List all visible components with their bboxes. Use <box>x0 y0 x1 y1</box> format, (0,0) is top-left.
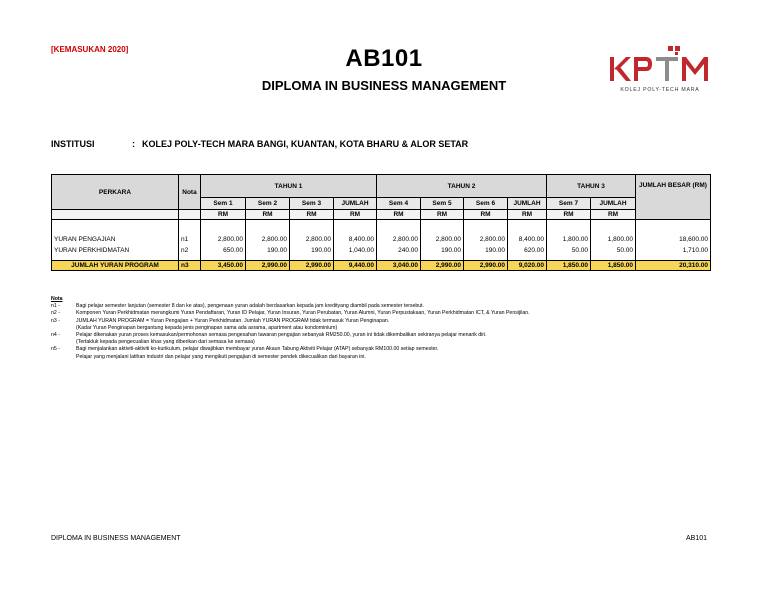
cell-value: 190.00 <box>246 245 290 256</box>
note-text: Bagi menjalankan aktiviti-aktiviti ko-kurikulum, pelajar diwajibkan membayar yuran Akaun Tabung Aktiviti Pelajar (ATAP) sebanyak RM100.00 setiap semester. <box>76 346 439 353</box>
total-value: 9,020.00 <box>508 261 547 271</box>
unit-cell: RM <box>591 210 636 220</box>
total-value: 9,440.00 <box>334 261 377 271</box>
cell-value: 620.00 <box>508 245 547 256</box>
fee-table <box>51 174 711 271</box>
year-1-header: TAHUN 1 <box>201 175 377 198</box>
unit-cell: RM <box>464 210 508 220</box>
cell-value: 650.00 <box>201 245 246 256</box>
note-text: (Kadar Yuran Penginapan bergantung kepada jenis penginapan sama ada asrama, apartment atau kondominium) <box>76 324 338 331</box>
institusi-colon: : <box>132 139 135 149</box>
cell-value: 2,800.00 <box>246 234 290 245</box>
cell-value: 8,400.00 <box>334 234 377 245</box>
total-value: 20,310.00 <box>636 261 711 271</box>
cell-value: 190.00 <box>421 245 464 256</box>
note-key: n5 - <box>51 346 60 353</box>
table-row <box>52 245 711 256</box>
col-grand-total: JUMLAH BESAR (RM) <box>636 175 711 220</box>
row-nota: n1 <box>179 234 201 245</box>
row-label: YURAN PERKHIDMATAN <box>52 245 179 256</box>
cell-value: 240.00 <box>377 245 421 256</box>
unit-cell: RM <box>421 210 464 220</box>
cell-value: 2,800.00 <box>421 234 464 245</box>
total-value: 1,850.00 <box>591 261 636 271</box>
unit-cell: RM <box>508 210 547 220</box>
cell-value: 2,800.00 <box>290 234 334 245</box>
sem-header: JUMLAH <box>508 198 547 210</box>
total-value: 2,990.00 <box>421 261 464 271</box>
unit-cell: RM <box>547 210 591 220</box>
sem-header: Sem 2 <box>246 198 290 210</box>
total-label: JUMLAH YURAN PROGRAM <box>52 261 179 271</box>
row-label: YURAN PENGAJIAN <box>52 234 179 245</box>
program-name: DIPLOMA IN BUSINESS MANAGEMENT <box>261 78 507 93</box>
footer-program-name: DIPLOMA IN BUSINESS MANAGEMENT <box>51 535 181 542</box>
note-item <box>51 346 711 353</box>
total-row <box>52 261 711 271</box>
sem-header: Sem 3 <box>290 198 334 210</box>
note-item <box>51 318 711 325</box>
unit-blank <box>179 210 201 220</box>
note-key: n2 - <box>51 310 60 317</box>
sem-header: Sem 1 <box>201 198 246 210</box>
cell-value: 190.00 <box>290 245 334 256</box>
total-value: 3,450.00 <box>201 261 246 271</box>
note-item <box>51 339 711 346</box>
sem-header: Sem 6 <box>464 198 508 210</box>
cell-value: 1,710.00 <box>636 245 711 256</box>
row-nota: n2 <box>179 245 201 256</box>
year-3-header: TAHUN 3 <box>547 175 636 198</box>
unit-cell: RM <box>377 210 421 220</box>
total-value: 2,990.00 <box>464 261 508 271</box>
header-row-units <box>52 210 711 220</box>
col-nota: Nota <box>179 175 201 210</box>
total-value: 2,990.00 <box>246 261 290 271</box>
note-text: Bagi pelajar semester lanjutan (semester 8 dan ke atas), pengenaan yuran adalah berdasarkan kepada jam kredityang diambil pada semester tersebut. <box>76 303 425 310</box>
cell-value: 2,800.00 <box>464 234 508 245</box>
note-key: n3 - <box>51 317 60 324</box>
note-item <box>51 325 711 332</box>
notes-section <box>51 296 711 361</box>
notes-heading: Nota <box>51 296 63 302</box>
footer-program-code: AB101 <box>686 535 708 542</box>
program-code: AB101 <box>345 45 423 72</box>
total-value: 3,040.00 <box>377 261 421 271</box>
note-item <box>51 310 711 317</box>
unit-cell: RM <box>201 210 246 220</box>
note-item <box>51 332 711 339</box>
cell-value: 1,800.00 <box>591 234 636 245</box>
cell-value: 1,800.00 <box>547 234 591 245</box>
table-row <box>52 234 711 245</box>
total-value: 2,990.00 <box>290 261 334 271</box>
intake-label: [KEMASUKAN 2020] <box>51 45 129 54</box>
cell-value: 50.00 <box>591 245 636 256</box>
total-value: 1,850.00 <box>547 261 591 271</box>
cell-value: 1,040.00 <box>334 245 377 256</box>
sem-header: JUMLAH <box>591 198 636 210</box>
sem-header: JUMLAH <box>334 198 377 210</box>
note-text: Komponen Yuran Perkhidmatan merangkumi Yuran Pendaftaran, Yuran ID Pelajar, Yuran Insuran, Yuran Perubatan, Yuran Alumni, Yuran Perpustakaan, Yuran Perkhidmatan ICT, & Yuran Pensijilan. <box>76 310 530 317</box>
note-text: Pelajar dikenakan yuran proses kemasukan/permohonan semasa pengesahan tawaran pengajian sebanyak RM250.00, yuran ini tidak dikembalikan sekiranya pelajar menarik diri. <box>76 332 487 339</box>
unit-cell: RM <box>290 210 334 220</box>
note-key: n4 - <box>51 332 60 339</box>
year-2-header: TAHUN 2 <box>377 175 547 198</box>
kptm-logo <box>604 44 716 96</box>
logo-tagline: KOLEJ POLY-TECH MARA <box>620 87 700 93</box>
cell-value: 18,600.00 <box>636 234 711 245</box>
note-key: n1 - <box>51 303 60 310</box>
note-key <box>51 339 76 346</box>
note-key <box>51 354 76 361</box>
cell-value: 190.00 <box>464 245 508 256</box>
cell-value: 8,400.00 <box>508 234 547 245</box>
total-nota: n3 <box>179 261 201 271</box>
institusi-value: KOLEJ POLY-TECH MARA BANGI, KUANTAN, KOTA BHARU & ALOR SETAR <box>142 139 469 149</box>
cell-value: 2,800.00 <box>377 234 421 245</box>
unit-blank <box>52 210 179 220</box>
note-item <box>51 354 711 361</box>
cell-value: 2,800.00 <box>201 234 246 245</box>
note-text: JUMLAH YURAN PROGRAM = Yuran Pengajian + Yuran Perkhidmatan. Jumlah YURAN PROGRAM tidak termasuk Yuran Penginapan. <box>76 317 390 324</box>
col-perkara: PERKARA <box>52 175 179 210</box>
unit-cell: RM <box>246 210 290 220</box>
institusi-label: INSTITUSI <box>51 139 95 149</box>
note-key <box>51 325 76 332</box>
sem-header: Sem 5 <box>421 198 464 210</box>
header-row-years <box>52 175 711 198</box>
note-item <box>51 303 711 310</box>
note-text: (Tertakluk kepada pengecualian khas yang diberikan dari semasa ke semasa) <box>76 339 255 346</box>
unit-cell: RM <box>334 210 377 220</box>
sem-header: Sem 7 <box>547 198 591 210</box>
cell-value: 50.00 <box>547 245 591 256</box>
note-text: Pelajar yang menjalani latihan industri dan pelajar yang mengikuti pengajian di semester pendek dikecualikan dari bayaran ini. <box>76 353 366 360</box>
sem-header: Sem 4 <box>377 198 421 210</box>
